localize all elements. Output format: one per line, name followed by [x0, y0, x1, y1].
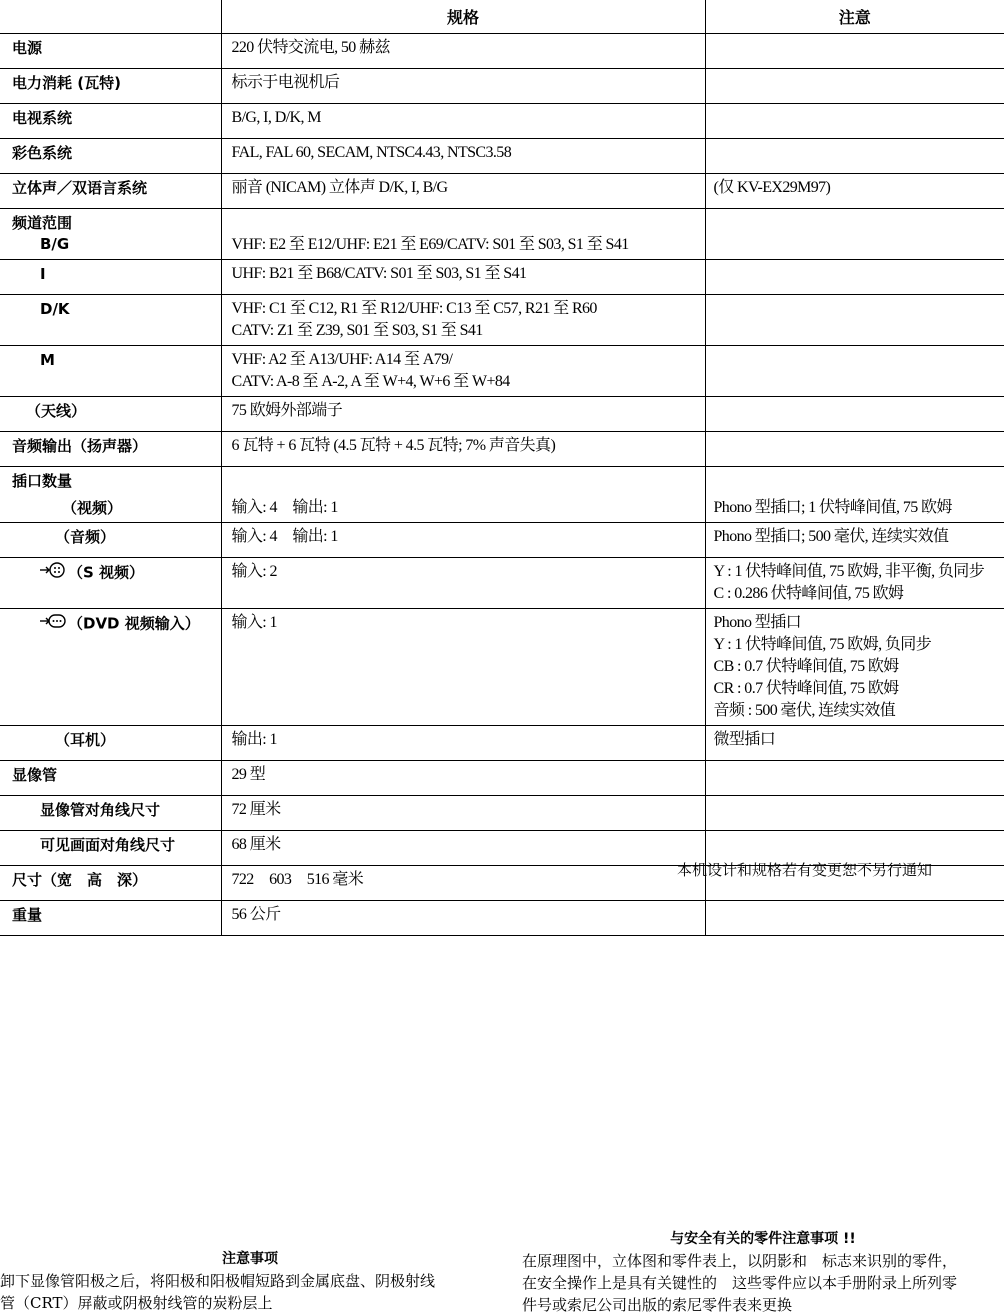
note-line: CB : 0.7 伏特峰间值, 75 欧姆: [714, 656, 1004, 678]
row-label: 立体声／双语言系统: [0, 174, 221, 209]
table-row: [0, 796, 1004, 831]
row-note: [705, 209, 1004, 260]
row-label: 音频输出（扬声器）: [0, 432, 221, 467]
row-label: [0, 209, 221, 260]
table-row: [0, 467, 1004, 523]
row-note: [705, 346, 1004, 397]
row-note: [705, 104, 1004, 139]
row-label: 重量: [0, 901, 221, 936]
row-value: 75 欧姆外部端子: [221, 397, 705, 432]
row-label: 显像管: [0, 761, 221, 796]
design-change-notice: 本机设计和规格若有变更恕不另行通知: [677, 859, 932, 880]
row-value: 29 型: [221, 761, 705, 796]
row-label: 电视系统: [0, 104, 221, 139]
row-label: （天线）: [0, 397, 221, 432]
safety-text-line: 件号或索尼公司出版的索尼零件表来更换: [522, 1294, 1004, 1316]
row-value: 72 厘米: [221, 796, 705, 831]
s-video-input-icon: [40, 562, 66, 584]
row-label: [0, 467, 221, 523]
row-label: （耳机）: [0, 726, 221, 761]
header-blank: [0, 0, 221, 34]
row-note: [705, 295, 1004, 346]
row-value: 56 公斤: [221, 901, 705, 936]
group-label: 频道范围: [12, 213, 221, 234]
row-value: 220 伏特交流电, 50 赫兹: [221, 34, 705, 69]
row-label: （音频）: [0, 523, 221, 558]
value-line: CATV: Z1 至 Z39, S01 至 S03, S1 至 S41: [232, 320, 705, 342]
row-value: B/G, I, D/K, M: [221, 104, 705, 139]
table-row: [0, 295, 1004, 346]
sub-label: （视频）: [12, 492, 221, 519]
row-value: [221, 295, 705, 346]
row-label: M: [0, 346, 221, 397]
note-line: Y : 1 伏特峰间值, 75 欧姆, 非平衡, 负同步: [714, 561, 1004, 583]
row-note: [705, 796, 1004, 831]
sub-label: （S 视频）: [68, 564, 144, 582]
row-label: [0, 558, 221, 609]
note-line: Y : 1 伏特峰间值, 75 欧姆, 负同步: [714, 634, 1004, 656]
row-value: 输入: 4 输出: 1: [221, 523, 705, 558]
table-row: [0, 432, 1004, 467]
row-value: 丽音 (NICAM) 立体声 D/K, I, B/G: [221, 174, 705, 209]
row-note: [705, 901, 1004, 936]
row-note: [705, 260, 1004, 295]
value-line: VHF: A2 至 A13/UHF: A14 至 A79/: [232, 349, 705, 371]
note-line: 音频 : 500 毫伏, 连续实效值: [714, 700, 1004, 722]
table-row: [0, 761, 1004, 796]
row-note: [705, 558, 1004, 609]
row-value: 输入: 4 输出: 1: [221, 467, 705, 523]
row-note: [705, 139, 1004, 174]
safety-title: 与安全有关的零件注意事项 !!: [522, 1228, 1004, 1250]
row-value: 68 厘米: [221, 831, 705, 866]
table-row: [0, 558, 1004, 609]
row-label: 彩色系统: [0, 139, 221, 174]
table-row: [0, 523, 1004, 558]
table-row: [0, 397, 1004, 432]
table-row: [0, 174, 1004, 209]
value-line: VHF: C1 至 C12, R1 至 R12/UHF: C13 至 C57, R21 至 R60: [232, 298, 705, 320]
row-note: [705, 397, 1004, 432]
row-value: 722 603 516 毫米: [221, 866, 705, 901]
row-label: 电源: [0, 34, 221, 69]
table-row: [0, 901, 1004, 936]
caution-text-line: 管（CRT）屏蔽或阴极射线管的炭粉层上: [0, 1292, 500, 1314]
safety-text-line: 在原理图中，立体图和零件表上，以阴影和 标志来识别的零件，: [522, 1250, 1004, 1272]
table-row: [0, 209, 1004, 260]
sub-label: B/G: [12, 234, 221, 255]
row-label: 电力消耗 (瓦特): [0, 69, 221, 104]
table-row: [0, 726, 1004, 761]
row-note: (仅 KV-EX29M97): [705, 174, 1004, 209]
note-line: CR : 0.7 伏特峰间值, 75 欧姆: [714, 678, 1004, 700]
header-spec: 规格: [221, 0, 705, 34]
value-line: CATV: A-8 至 A-2, A 至 W+4, W+6 至 W+84: [232, 371, 705, 393]
caution-text-line: 卸下显像管阳极之后，将阳极和阳极帽短路到金属底盘、阴极射线: [0, 1270, 500, 1292]
sub-label: （DVD 视频输入）: [68, 615, 200, 633]
table-row: [0, 260, 1004, 295]
safety-section: [522, 1228, 1004, 1316]
caution-section: [0, 1228, 500, 1314]
row-value: 标示于电视机后: [221, 69, 705, 104]
table-row: [0, 139, 1004, 174]
row-note: Phono 型插口; 1 伏特峰间值, 75 欧姆: [705, 467, 1004, 523]
table-row: [0, 34, 1004, 69]
note-line: Phono 型插口: [714, 612, 1004, 634]
row-note: [705, 432, 1004, 467]
row-value: VHF: E2 至 E12/UHF: E21 至 E69/CATV: S01 至 S03, S1 至 S41: [221, 209, 705, 260]
caution-title: 注意事项: [0, 1228, 500, 1270]
row-value: 输入: 2: [221, 558, 705, 609]
row-label: 显像管对角线尺寸: [0, 796, 221, 831]
row-label: [0, 609, 221, 726]
row-value: FAL, FAL 60, SECAM, NTSC4.43, NTSC3.58: [221, 139, 705, 174]
header-note: 注意: [705, 0, 1004, 34]
row-note: Phono 型插口; 500 毫伏, 连续实效值: [705, 523, 1004, 558]
row-note: [705, 761, 1004, 796]
table-row: [0, 69, 1004, 104]
table-row: [0, 104, 1004, 139]
row-note: [705, 609, 1004, 726]
row-label: 可见画面对角线尺寸: [0, 831, 221, 866]
safety-text-line: 在安全操作上是具有关键性的 这些零件应以本手册附录上所列零: [522, 1272, 1004, 1294]
table-header-row: [0, 0, 1004, 34]
row-note: [705, 34, 1004, 69]
row-note: [705, 69, 1004, 104]
row-label: I: [0, 260, 221, 295]
row-label: 尺寸（宽 高 深）: [0, 866, 221, 901]
row-value: 输出: 1: [221, 726, 705, 761]
row-value: [221, 346, 705, 397]
row-value: 输入: 1: [221, 609, 705, 726]
component-video-input-icon: [40, 613, 66, 635]
row-note: 微型插口: [705, 726, 1004, 761]
group-label: 插口数量: [12, 471, 221, 492]
row-value: 6 瓦特 + 6 瓦特 (4.5 瓦特 + 4.5 瓦特; 7% 声音失真): [221, 432, 705, 467]
table-row: [0, 346, 1004, 397]
table-row: [0, 609, 1004, 726]
row-label: D/K: [0, 295, 221, 346]
note-line: C : 0.286 伏特峰间值, 75 欧姆: [714, 583, 1004, 605]
row-value: UHF: B21 至 B68/CATV: S01 至 S03, S1 至 S41: [221, 260, 705, 295]
